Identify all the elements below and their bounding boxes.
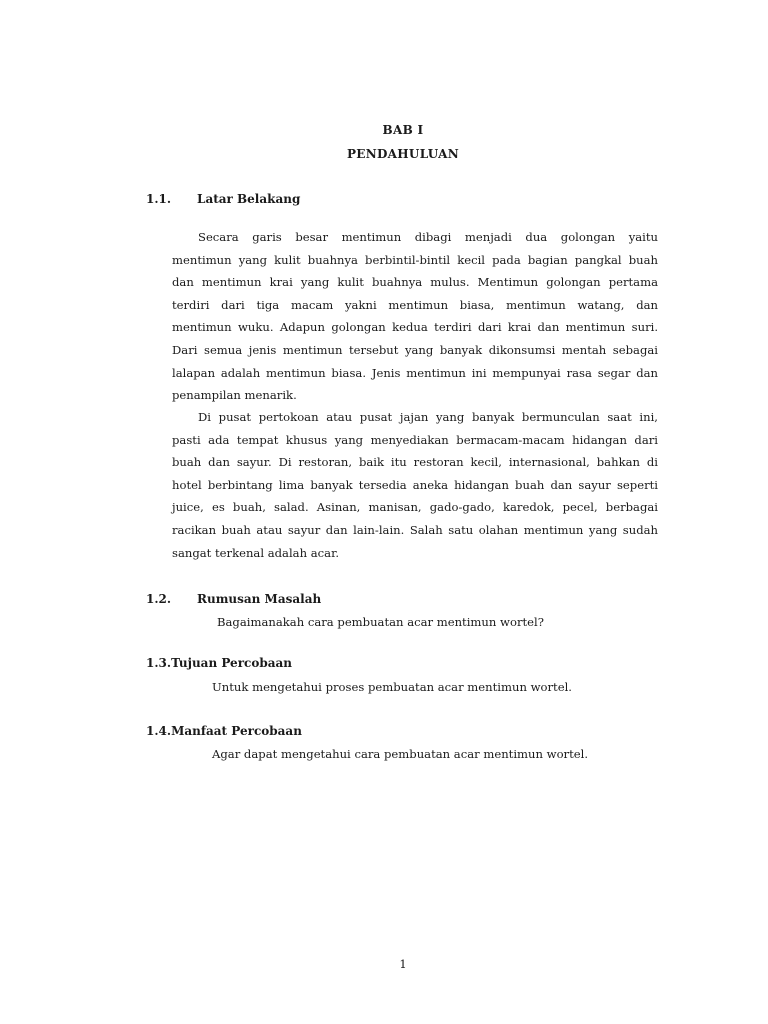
paragraph-line: penampilan menarik.: [172, 388, 297, 403]
section-number: 1.3.: [146, 656, 172, 670]
paragraph-line: Secara garis besar mentimun dibagi menjadi dua golongan yaitu: [198, 230, 658, 244]
chapter-label: BAB I: [382, 123, 424, 137]
paragraph-line: dan mentimun krai yang kulit buahnya mulus. Mentimun golongan pertama: [172, 275, 658, 290]
paragraph-line: mentimun wuku. Adapun golongan kedua terdiri dari krai dan mentimun suri.: [172, 320, 658, 335]
paragraph-line: terdiri dari tiga macam yakni mentimun biasa, mentimun watang, dan: [172, 297, 658, 312]
paragraph-line: Di pusat pertokoan atau pusat jajan yang banyak bermunculan saat ini,: [198, 410, 658, 424]
paragraph-line: hotel berbintang lima banyak tersedia aneka hidangan buah dan sayur seperti: [172, 477, 658, 492]
page-number: 1: [399, 957, 407, 971]
manfaat-text: Agar dapat mengetahui cara pembuatan acar mentimun wortel.: [212, 747, 588, 761]
section-heading-rumusan-masalah: [146, 592, 321, 606]
section-title: Manfaat Percobaan: [171, 724, 302, 738]
tujuan-text: Untuk mengetahui proses pembuatan acar mentimun wortel.: [212, 680, 572, 694]
section-heading-tujuan-percobaan: [146, 656, 292, 670]
section-title: Rumusan Masalah: [197, 592, 322, 606]
section-number: 1.2.: [146, 592, 172, 606]
section-number: 1.4.: [146, 724, 172, 738]
section-title: Latar Belakang: [197, 192, 301, 206]
chapter-title: PENDAHULUAN: [346, 147, 460, 161]
section-title: Tujuan Percobaan: [171, 656, 292, 670]
paragraph-line: pasti ada tempat khusus yang menyediakan bermacam-macam hidangan dari: [172, 432, 658, 447]
rumusan-text: Bagaimanakah cara pembuatan acar mentimun wortel?: [217, 615, 544, 629]
section-heading-latar-belakang: [146, 192, 300, 206]
section-number: 1.1.: [146, 192, 172, 206]
section-heading-manfaat-percobaan: [146, 724, 302, 738]
paragraph-line: lalapan adalah mentimun biasa. Jenis mentimun ini mempunyai rasa segar dan: [172, 365, 658, 380]
paragraph-line: mentimun yang kulit buahnya berbintil-bintil kecil pada bagian pangkal buah: [172, 252, 658, 267]
paragraph-latar-1: [172, 226, 658, 407]
paragraph-latar-2: [172, 406, 658, 564]
paragraph-line: sangat terkenal adalah acar.: [172, 545, 340, 560]
paragraph-line: juice, es buah, salad. Asinan, manisan, gado-gado, karedok, pecel, berbagai: [172, 500, 658, 515]
paragraph-line: buah dan sayur. Di restoran, baik itu restoran kecil, internasional, bahkan di: [172, 455, 658, 470]
paragraph-line: Dari semua jenis mentimun tersebut yang banyak dikonsumsi mentah sebagai: [172, 342, 658, 357]
paragraph-line: racikan buah atau sayur dan lain-lain. Salah satu olahan mentimun yang sudah: [172, 522, 658, 537]
